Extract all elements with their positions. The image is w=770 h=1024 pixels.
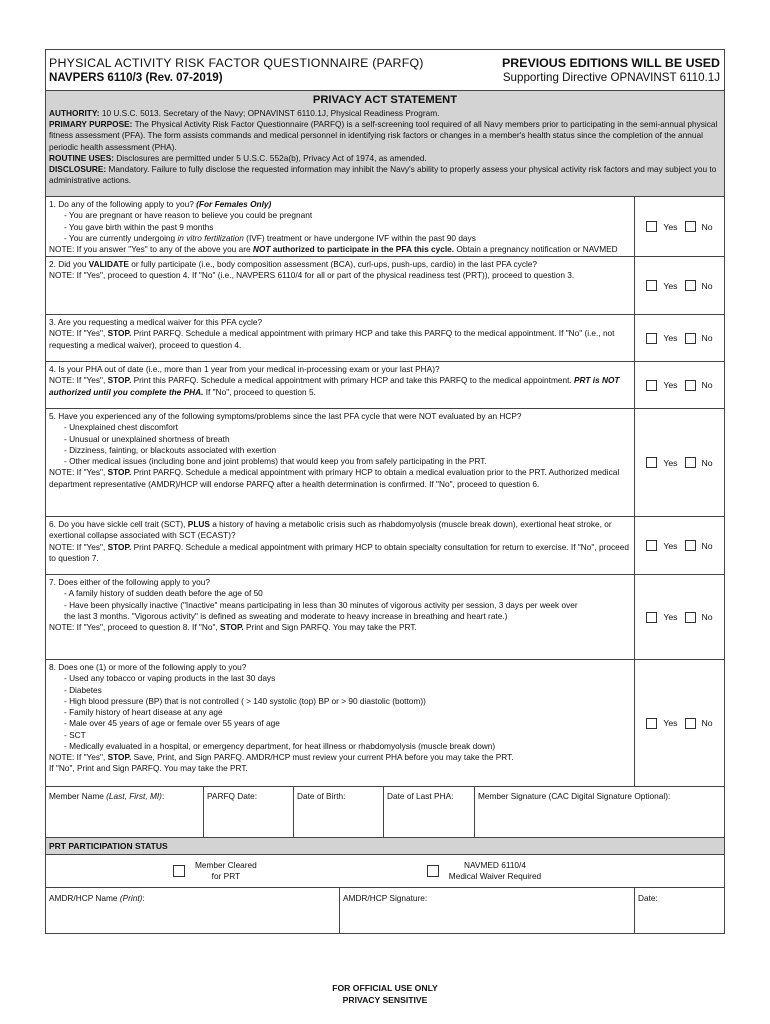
question-7-text: 7. Does either of the following apply to you? - A family history of sudden death before the age of 50 - Have been physically inactive ("Inactive" means participating in less than 30 minutes of vigorous activity per session, 3 days per week over the last 3 months. "Vigorous activity" is defined as sweating and moderate to heavy increase in breathing and heart rate.) NOTE: If "Yes", proceed to question 8. If "No", STOP. Print and Sign PARFQ. You may take the PRT. bbox=[46, 575, 635, 659]
yes-label: Yes bbox=[663, 380, 678, 390]
privacy-act-statement bbox=[46, 90, 724, 197]
q3-no-checkbox[interactable] bbox=[685, 333, 696, 344]
member-cleared-checkbox[interactable] bbox=[173, 865, 185, 877]
routine-uses-text: ROUTINE USES: Disclosures are permitted under 5 U.S.C. 552a(b), Privacy Act of 1974, as amended. bbox=[49, 152, 427, 163]
question-6 bbox=[46, 517, 724, 575]
yes-label: Yes bbox=[663, 612, 678, 622]
date-of-birth-field[interactable]: Date of Birth: bbox=[294, 787, 384, 837]
q6-no-checkbox[interactable] bbox=[685, 540, 696, 551]
no-label: No bbox=[701, 612, 713, 622]
authority-text: AUTHORITY: 10 U.S.C. 5013. Secretary of the Navy; OPNAVINST 6110.1J, Physical Readiness Program. bbox=[49, 108, 440, 118]
q5-yes-checkbox[interactable] bbox=[646, 457, 657, 468]
yes-label: Yes bbox=[663, 333, 678, 343]
privacy-sensitive-label: PRIVACY SENSITIVE bbox=[342, 995, 428, 1005]
medical-waiver-checkbox[interactable] bbox=[427, 865, 439, 877]
yes-label: Yes bbox=[663, 221, 678, 232]
question-5-answers bbox=[635, 409, 724, 516]
editions-note: PREVIOUS EDITIONS WILL BE USED bbox=[501, 56, 720, 70]
disclosure-text: DISCLOSURE: Mandatory. Failure to fully disclose the requested information may inhibit the Navy's ability to properly assess your physical activity risk factors and may subject you to administrative actions. bbox=[49, 164, 717, 186]
q2-yes-checkbox[interactable] bbox=[646, 280, 657, 291]
question-8 bbox=[46, 660, 724, 787]
question-2 bbox=[46, 257, 724, 315]
form-title: PHYSICAL ACTIVITY RISK FACTOR QUESTIONNAIRE (PARFQ) bbox=[49, 56, 424, 70]
last-pha-date-field[interactable]: Date of Last PHA: bbox=[384, 787, 475, 837]
q4-yes-checkbox[interactable] bbox=[646, 380, 657, 391]
medical-waiver-option bbox=[427, 855, 541, 887]
purpose-text: PRIMARY PURPOSE: The Physical Activity Risk Factor Questionnaire (PARFQ) is a self-screening tool required of all Navy members prior to participating in the semi-annual physical fitness assessment (PFA). The form assists commands and medical personnel in identifying risk factors or changes in a member's health status since the completion of the annual periodic health assessment (PHA). bbox=[49, 119, 718, 152]
parfq-date-field[interactable]: PARFQ Date: bbox=[204, 787, 294, 837]
question-2-answers bbox=[635, 257, 724, 314]
prt-status-row bbox=[46, 855, 724, 888]
question-4-answers bbox=[635, 362, 724, 408]
amdr-date-field[interactable]: Date: bbox=[638, 893, 658, 903]
page-footer bbox=[0, 982, 770, 1006]
q2-no-checkbox[interactable] bbox=[685, 280, 696, 291]
no-label: No bbox=[701, 333, 713, 343]
q7-no-checkbox[interactable] bbox=[685, 612, 696, 623]
question-1 bbox=[46, 197, 724, 257]
question-1-answers bbox=[635, 197, 724, 256]
question-3-text: 3. Are you requesting a medical waiver for this PFA cycle? NOTE: If "Yes", STOP. Print PARFQ. Schedule a medical appointment with primary HCP and take this PARFQ to the medical appointment. If "No" (i.e., not requesting a medical waiver), proceed to question 4. bbox=[46, 315, 635, 361]
prt-status-title: PRT PARTICIPATION STATUS bbox=[46, 838, 724, 855]
q4-no-checkbox[interactable] bbox=[685, 380, 696, 391]
question-7 bbox=[46, 575, 724, 660]
q8-yes-checkbox[interactable] bbox=[646, 718, 657, 729]
question-7-answers bbox=[635, 575, 724, 659]
amdr-name-field[interactable]: AMDR/HCP Name (Print): bbox=[46, 888, 340, 933]
medical-waiver-label: NAVMED 6110/4 Medical Waiver Required bbox=[448, 860, 542, 881]
question-4 bbox=[46, 362, 724, 409]
yes-label: Yes bbox=[663, 718, 678, 728]
question-8-text: 8. Does one (1) or more of the following apply to you? - Used any tobacco or vaping products in the last 30 days - Diabetes - High blood pressure (BP) that is not controlled ( > 140 systolic (top) BP or > 90 diastolic (bottom)) - Family history of heart disease at any age - Male over 45 years of age or female over 55 years of age - SCT - Medically evaluated in a hospital, or emergency department, for heat illness or rhabdomyolysis (muscle break down) NOTE: If "Yes", STOP. Save, Print, and Sign PARFQ. AMDR/HCP must review your current PHA before you may take the PRT. If "No", Print and Sign PARFQ. You may take the PRT. bbox=[46, 660, 635, 786]
privacy-title: PRIVACY ACT STATEMENT bbox=[312, 94, 458, 106]
q1-no-checkbox[interactable] bbox=[685, 221, 696, 232]
no-label: No bbox=[701, 221, 713, 232]
question-3 bbox=[46, 315, 724, 362]
q3-yes-checkbox[interactable] bbox=[646, 333, 657, 344]
yes-label: Yes bbox=[663, 280, 678, 291]
question-6-answers bbox=[635, 517, 724, 574]
question-6-text: 6. Do you have sickle cell trait (SCT), PLUS a history of having a metabolic crisis such as rhabdomyolysis (muscle break down), exertional heat stroke, or exertional collapse associated with SCT (ECAST)? NOTE: If "Yes", STOP. Print PARFQ. Schedule a medical appointment with primary HCP to obtain specialty consultation for return to exercise. If "No", proceed to question 7. bbox=[46, 517, 635, 574]
amdr-signature-row bbox=[46, 888, 724, 933]
no-label: No bbox=[701, 718, 713, 728]
no-label: No bbox=[701, 540, 713, 551]
no-label: No bbox=[701, 380, 713, 390]
member-info-row bbox=[46, 787, 724, 838]
member-cleared-option bbox=[173, 855, 257, 887]
question-8-answers bbox=[635, 660, 724, 786]
member-name-field[interactable]: Member Name (Last, First, MI): bbox=[46, 787, 204, 837]
q7-yes-checkbox[interactable] bbox=[646, 612, 657, 623]
official-use-label: FOR OFFICIAL USE ONLY bbox=[332, 983, 438, 993]
no-label: No bbox=[701, 457, 713, 468]
question-3-answers bbox=[635, 315, 724, 361]
form-number: NAVPERS 6110/3 (Rev. 07-2019) bbox=[49, 71, 223, 84]
yes-label: Yes bbox=[663, 540, 678, 551]
no-label: No bbox=[701, 280, 713, 291]
question-5 bbox=[46, 409, 724, 517]
question-2-text: 2. Did you VALIDATE or fully participate (i.e., body composition assessment (BCA), curl-ups, push-ups, cardio) in the last PFA cycle? NOTE: If "Yes", proceed to question 4. If "No" (i.e., NAVPERS 6110/4 for all or part of the physical readiness test (PRT)), proceed to question 3. bbox=[46, 257, 635, 314]
amdr-signature-field[interactable]: AMDR/HCP Signature: bbox=[340, 888, 635, 933]
parfq-form bbox=[45, 49, 725, 934]
q5-no-checkbox[interactable] bbox=[685, 457, 696, 468]
form-header bbox=[46, 50, 724, 90]
member-signature-field[interactable]: Member Signature (CAC Digital Signature Optional): bbox=[478, 791, 671, 801]
q1-yes-checkbox[interactable] bbox=[646, 221, 657, 232]
q6-yes-checkbox[interactable] bbox=[646, 540, 657, 551]
question-1-text: 1. Do any of the following apply to you? (For Females Only) - You are pregnant or have reason to believe you could be pregnant - You gave birth within the past 9 months - You are currently undergoing in vitro fertilization (IVF) treatment or have undergone IVF within the past 90 days NOTE: If you answer "Yes" to any of the above you are NOT authorized to participate in the PFA this cycle. Obtain a pregnancy notification or NAVMED bbox=[46, 197, 635, 256]
question-5-text: 5. Have you experienced any of the following symptoms/problems since the last PFA cycle that were NOT evaluated by an HCP? - Unexplained chest discomfort - Unusual or unexplained shortness of breath - Dizziness, fainting, or blackouts associated with exertion - Other medical issues (including bone and joint problems) that would keep you from safely participating in the PRT. NOTE: If "Yes", STOP. Print PARFQ. Schedule a medical appointment with primary HCP to obtain a medical evaluation prior to the PRT. Authorized medical department representative (AMDR)/HCP will endorse PARFQ after a health determination is confirmed. If "No", proceed to question 6. bbox=[46, 409, 635, 516]
yes-label: Yes bbox=[663, 457, 678, 468]
member-cleared-label: Member Cleared for PRT bbox=[195, 860, 257, 881]
question-4-text: 4. Is your PHA out of date (i.e., more than 1 year from your medical in-processing exam or your last PHA)? NOTE: If "Yes", STOP. Print this PARFQ. Schedule a medical appointment with primary HCP and take this PARFQ to the medical appointment. PRT is NOT authorized until you complete the PHA. If "No", proceed to question 5. bbox=[46, 362, 635, 408]
supporting-directive: Supporting Directive OPNAVINST 6110.1J bbox=[502, 71, 720, 84]
q8-no-checkbox[interactable] bbox=[685, 718, 696, 729]
